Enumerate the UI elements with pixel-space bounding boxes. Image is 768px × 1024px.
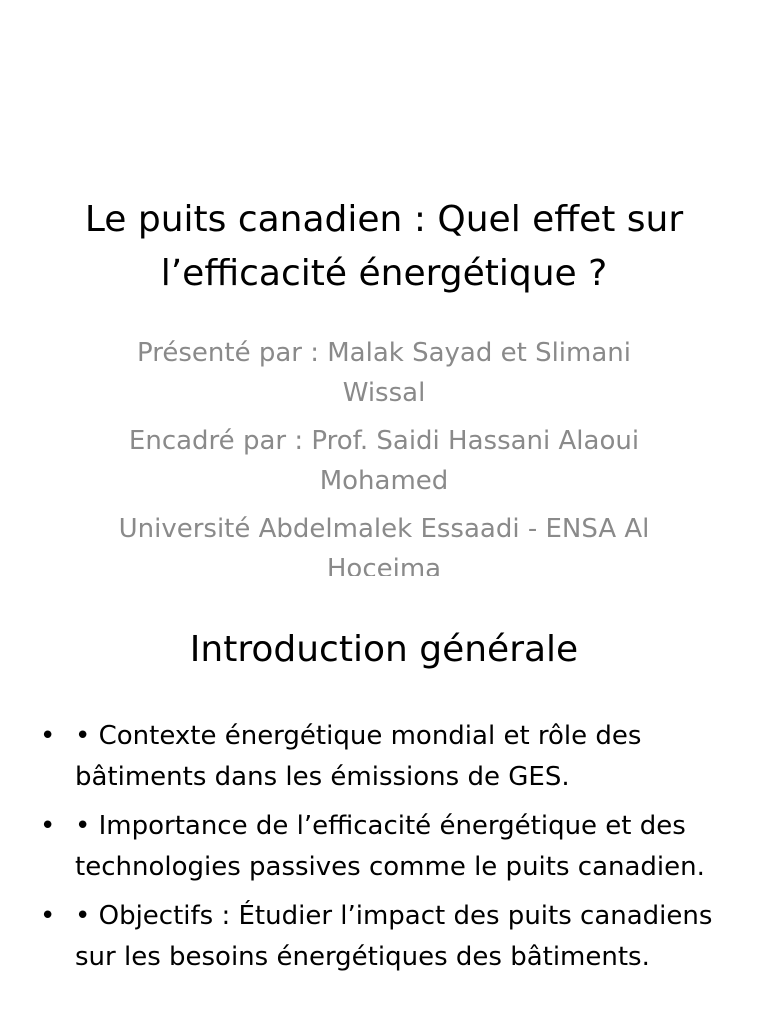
bullet-text: • Contexte énergétique mondial et rôle des bâtiments dans les émissions de GES. bbox=[75, 721, 642, 792]
list-item bbox=[40, 806, 730, 888]
supervisor-line: Encadré par : Prof. Saidi Hassani Alaoui Mohamed bbox=[128, 426, 640, 496]
bullet-marker: • bbox=[40, 811, 56, 841]
slide-introduction bbox=[0, 576, 768, 1024]
bullet-marker: • bbox=[40, 721, 56, 751]
slide-introduction-heading: Introduction générale bbox=[189, 629, 579, 670]
slide-title-heading: Le puits canadien : Quel effet sur l’efficacité énergétique ? bbox=[84, 199, 684, 294]
bullet-text: • Importance de l’efficacité énergétique et des technologies passives comme le puits canadien. bbox=[75, 811, 705, 882]
university-line: Université Abdelmalek Essaadi - ENSA Al Hoceima bbox=[118, 514, 650, 576]
list-item bbox=[40, 716, 730, 798]
bullet-marker: • bbox=[40, 901, 56, 931]
bullet-list bbox=[40, 716, 730, 986]
list-item bbox=[40, 896, 730, 978]
slide-subtitle bbox=[96, 333, 672, 576]
presenters-line: Présenté par : Malak Sayad et Slimani Wissal bbox=[137, 338, 631, 408]
bullet-text: • Objectifs : Étudier l’impact des puits canadiens sur les besoins énergétiques des bâtiments. bbox=[75, 901, 713, 972]
